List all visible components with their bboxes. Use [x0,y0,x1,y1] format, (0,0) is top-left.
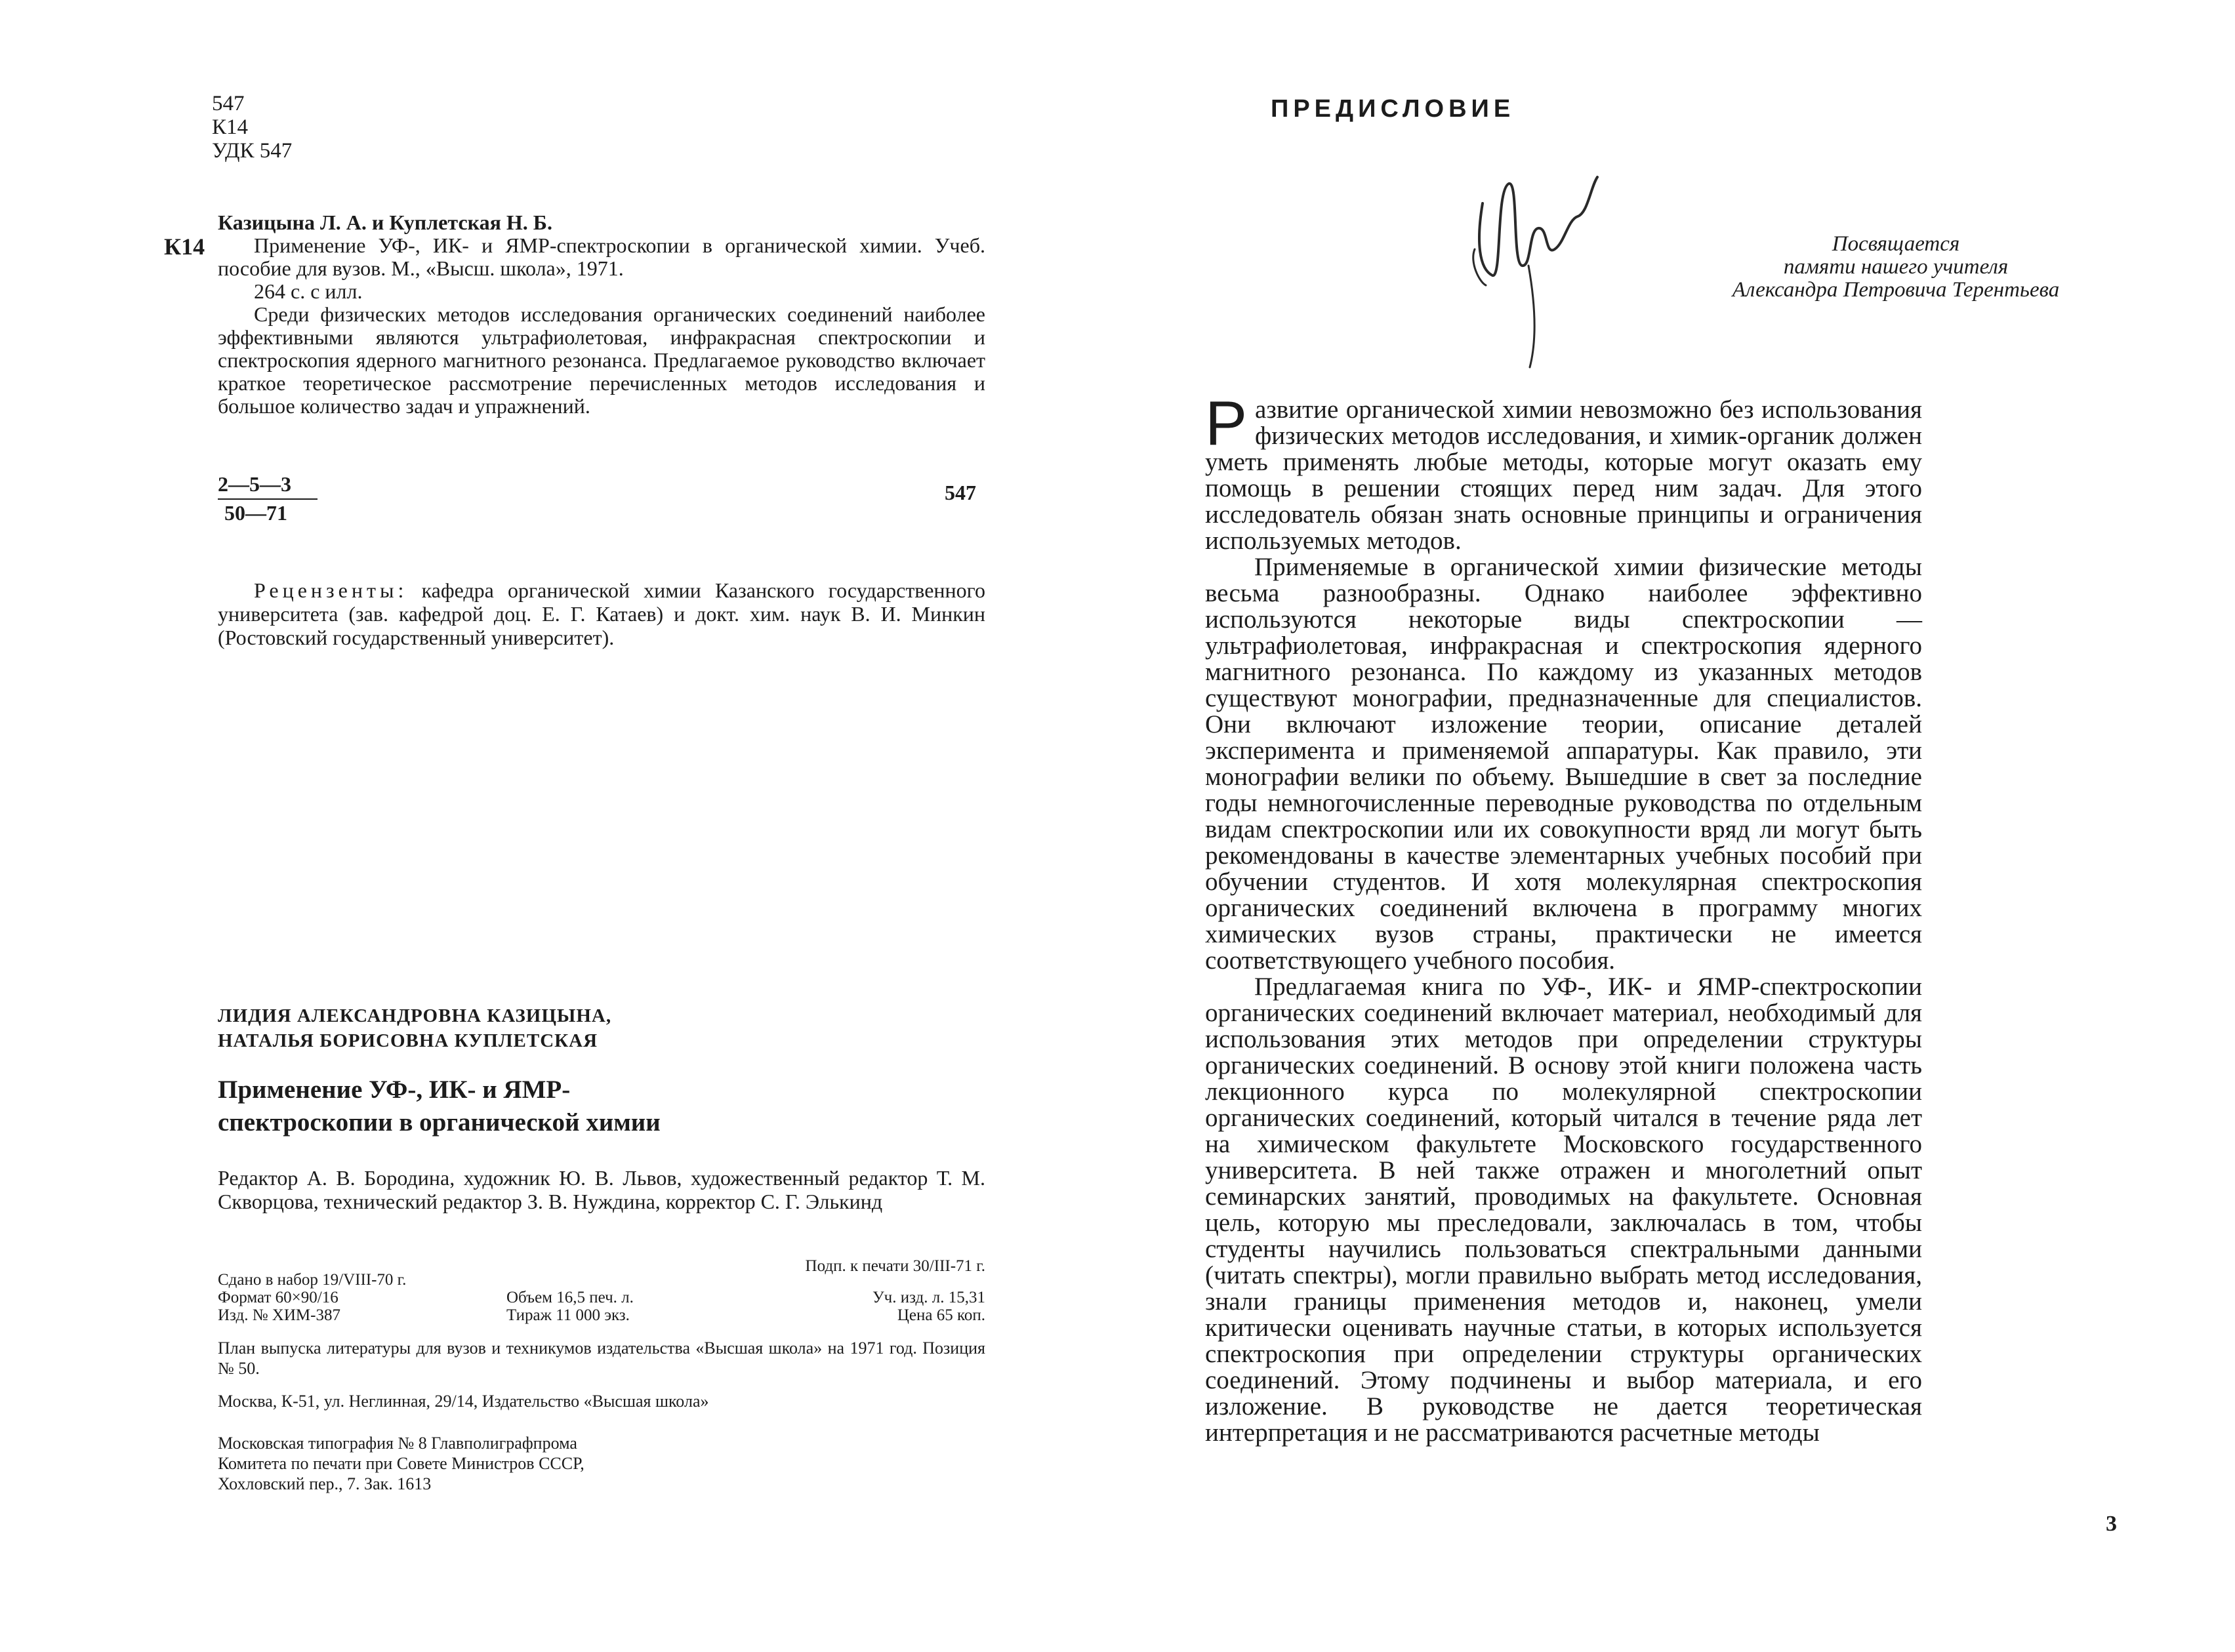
imprint-block [218,1257,985,1324]
publication-plan: План выпуска литературы для вузов и техникумов издательства «Высшая школа» на 1971 год. Позиция № 50. [218,1339,985,1378]
paragraph-2: Применяемые в органической химии физические методы весьма разнообразны. Однако наиболее эффективно используются некоторые виды спектроскопии — ультрафиолетовая, инфракрасная и спектроскопия ядерного магнитного резонанса. По каждому из указанных методов существуют монографии, предназначенные для специалистов. Они включают изложение теории, описание деталей эксперимента и применяемой аппаратуры. Как правило, эти монографии велики по объему. Вышедшие в свет за последние годы немногочисленные переводные руководства по отдельным видам спектроскопии или их совокупности вряд ли могут быть рекомендованы в качестве элементарных учебных пособий при обучении студентов. И хотя молекулярная спектроскопия органических соединений включена в программу многих химических вузов страны, практически не имеется соответствующего учебного пособия. [1205,553,1922,975]
publisher-address: Москва, К-51, ул. Неглинная, 29/14, Издательство «Высшая школа» [218,1392,709,1411]
editorial-credits: Редактор А. В. Бородина, художник Ю. В. Львов, художественный редактор Т. М. Скворцова, технический редактор З. В. Нуждина, корректор С. Г. Элькинд [218,1166,985,1213]
order-number: Изд. № ХИМ-387 [218,1306,340,1324]
volume: Объем 16,5 печ. л. [506,1289,634,1306]
author-full-names [218,1003,611,1053]
left-page [0,0,1115,1652]
reviewers-text: кафедра органической химии Казанского государственного университета (зав. кафедрой доц. Е. Г. Катаев) и докт. хим. наук В. И. Минкин (Ростовский государственный университет). [218,578,986,649]
paragraph-3: Предлагаемая книга по УФ-, ИК- и ЯМР-спектроскопии органических соединений включает материал, необходимый для использования этих методов при определении структуры органических соединений. В основу этой книги положена часть лекционного курса по молекулярной спектроскопии органических соединений, который читался в течение ряда лет на химическом факультете Московского государственного университета. В ней также отражен и многолетний опыт семинарских занятий, проводимых на факультете. Основная цель, которую мы преследовали, заключалась в том, чтобы студенты научились пользоваться спектральными данными (читать спектры), могли правильно выбрать метод исследования, знали границы применения методов и, наконец, умели критически оценивать научные статьи, в которых используется спектроскопия при определении структуры органических соединений. Этому подчинены и выбор материала, и его изложение. В руководстве не дается теоретическая интерпретация и не рассматриваются расчетные методы [1205,973,1922,1447]
classification-codes [212,92,292,163]
drop-cap: Р [1205,388,1248,458]
record-description: Применение УФ-, ИК- и ЯМР-спектроскопии в органической химии. Учеб. пособие для вузов. М., «Высш. школа», 1971. [218,233,985,280]
paragraph-1 [1205,388,1922,555]
author-mark: К14 [212,115,249,139]
print-run: Тираж 11 000 экз. [506,1306,630,1324]
preface-body [1205,388,1922,1447]
shelf-mark: К14 [164,233,205,260]
paper-format: Формат 60×90/16 [218,1289,338,1306]
record-authors: Казицына Л. А. и Куплетская Н. Б. [218,211,552,234]
printer-line-2: Комитета по печати при Совете Министров СССР, [218,1454,584,1473]
book-title-line-2: спектроскопии в органической химии [218,1108,661,1137]
dedication [1725,233,2066,302]
book-title-line-1: Применение УФ-, ИК- и ЯМР- [218,1076,571,1104]
catalog-fraction [218,471,318,526]
dedication-line-1: Посвящается [1832,232,1960,256]
price: Цена 65 коп. [897,1306,985,1324]
sent-to-set: Сдано в набор 19/VIII-70 г. [218,1271,407,1289]
reviewers-label: Рецензенты: [254,578,408,602]
bbk-code: 547 [212,92,245,115]
paragraph-1-text: азвитие органической химии невозможно без использования физических методов исследования, и химик-органик должен уметь применять любые методы, которые могут оказать ему помощь в решении стоящих перед ним задач. Для этого исследователь обязан знать основные принципы и ограничения используемых методов. [1205,395,1922,555]
right-page [1115,0,2235,1652]
dedication-line-3: Александра Петровича Терентьева [1732,278,2060,302]
dedication-line-2: памяти нашего учителя [1783,255,2009,279]
publisher-sheets: Уч. изд. л. 15,31 [872,1289,985,1306]
printer-line-3: Хохловский пер., 7. Зак. 1613 [218,1474,432,1493]
printer-info [218,1433,584,1494]
book-title [218,1074,661,1139]
page-number: 3 [2106,1512,2117,1536]
reviewers-block [218,578,985,649]
preface-heading: ПРЕДИСЛОВИЕ [1271,95,1515,123]
handwritten-signature [1456,151,1614,374]
printer-line-1: Московская типография № 8 Главполиграфпрома [218,1434,577,1453]
record-pages: 264 с. с илл. [254,279,363,303]
record-abstract: Среди физических методов исследования органических соединений наиболее эффективными являются ультрафиолетовая, инфракрасная спектроскопии и спектроскопия ядерного магнитного резонанса. Предлагаемое руководство включает краткое теоретическое рассмотрение перечисленных методов исследования и большое количество задач и упражнений. [218,302,985,418]
bibliographic-record [218,211,985,418]
signed-to-print: Подп. к печати 30/III-71 г. [805,1257,985,1275]
author-name-1: ЛИДИЯ АЛЕКСАНДРОВНА КАЗИЦЫНА, [218,1005,612,1026]
fraction-numerator: 2—5—3 [218,471,318,500]
author-name-2: НАТАЛЬЯ БОРИСОВНА КУПЛЕТСКАЯ [218,1030,598,1051]
fraction-denominator: 50—71 [224,501,287,525]
udc-code: УДК 547 [212,139,293,163]
fraction-code: 547 [945,481,976,504]
